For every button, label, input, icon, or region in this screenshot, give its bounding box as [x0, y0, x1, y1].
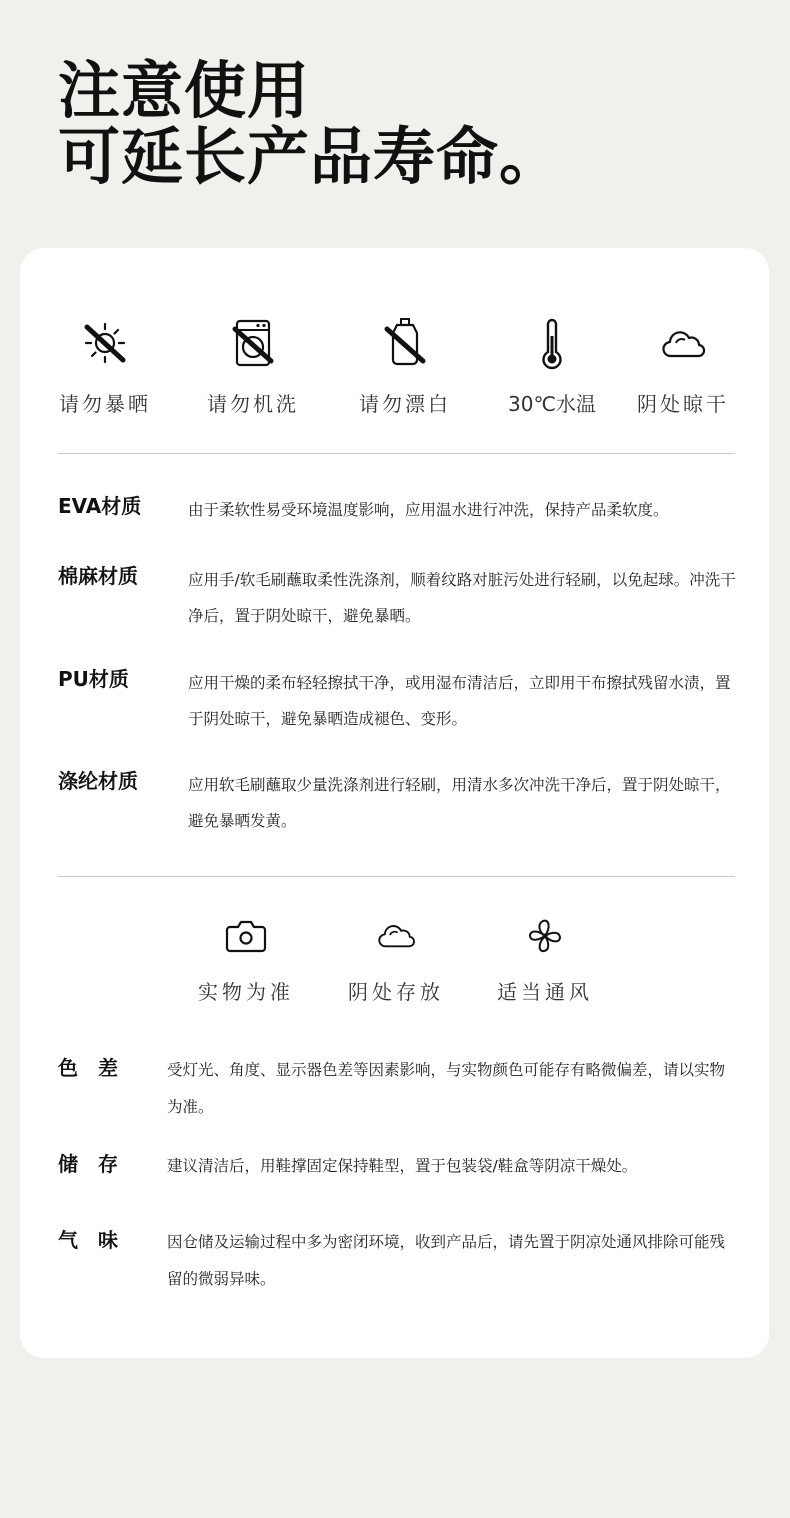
headline: [58, 54, 563, 193]
care-label-shade-dry: 阴处晾干: [637, 392, 729, 416]
divider-middle: [58, 876, 735, 877]
material-description: 应用干燥的柔布轻轻擦拭干净，或用湿布清洁后，立即用干布擦拭残留水渍，置于阴处晾干，避免暴晒造成褪色、变形。: [188, 674, 731, 728]
care-item-water-temperature: [477, 316, 627, 417]
camera-icon: [222, 912, 270, 960]
storage-icon-row: [20, 912, 769, 1012]
storage-label-actual-product: 实物为准: [198, 980, 294, 1004]
thermometer-icon: [524, 316, 580, 372]
storage-label-ventilation: 适当通风: [497, 980, 593, 1004]
no-bleach-icon: [377, 316, 433, 372]
note-description: 建议清洁后，用鞋撑固定保持鞋型，置于包装袋/鞋盒等阴凉干燥处。: [167, 1157, 638, 1175]
note-name: 气 味: [58, 1228, 118, 1252]
fan-icon: [521, 912, 569, 960]
care-instructions-card: [20, 248, 769, 1358]
headline-line-2: 可延长产品寿命。: [58, 120, 563, 193]
storage-item-ventilation: [475, 912, 615, 1005]
note-description: 因仓储及运输过程中多为密闭环境，收到产品后，请先置于阴凉处通风排除可能残留的微弱异味。: [167, 1233, 726, 1288]
care-label-no-sun: 请勿暴晒: [59, 392, 151, 416]
care-item-no-sun: [30, 316, 180, 417]
cloud-icon: [655, 316, 711, 372]
material-description: 应用软毛刷蘸取少量洗涤剂进行轻刷，用清水多次冲洗干净后，置于阴处晾干，避免暴晒发黄。: [188, 776, 731, 830]
storage-label-shade-storage: 阴处存放: [348, 980, 444, 1004]
care-item-no-bleach: [330, 316, 480, 417]
note-name: 色 差: [58, 1056, 118, 1080]
material-name: 涤纶材质: [58, 769, 138, 793]
care-label-water-temperature: 30℃水温: [508, 392, 596, 416]
note-name: 储 存: [58, 1152, 118, 1176]
care-item-no-machine-wash: [178, 316, 328, 417]
note-description: 受灯光、角度、显示器色差等因素影响，与实物颜色可能存有略微偏差，请以实物为准。: [167, 1061, 726, 1116]
care-label-no-machine-wash: 请勿机洗: [207, 392, 299, 416]
material-name: EVA材质: [58, 494, 142, 518]
material-name: 棉麻材质: [58, 564, 138, 588]
care-label-no-bleach: 请勿漂白: [359, 392, 451, 416]
care-item-shade-dry: [608, 316, 758, 417]
material-description: 应用手/软毛刷蘸取柔性洗涤剂，顺着纹路对脏污处进行轻刷，以免起球。冲洗干净后，置于阴处晾干，避免暴晒。: [188, 571, 736, 625]
storage-item-actual-product: [176, 912, 316, 1005]
no-sun-icon: [77, 316, 133, 372]
cloud-icon: [372, 912, 420, 960]
headline-line-1: 注意使用: [58, 54, 311, 127]
storage-item-shade-storage: [326, 912, 466, 1005]
divider-top: [58, 453, 735, 454]
no-machine-wash-icon: [225, 316, 281, 372]
care-icon-row: [20, 316, 769, 426]
material-description: 由于柔软性易受环境温度影响，应用温水进行冲洗，保持产品柔软度。: [188, 501, 669, 519]
material-name: PU材质: [58, 667, 129, 691]
